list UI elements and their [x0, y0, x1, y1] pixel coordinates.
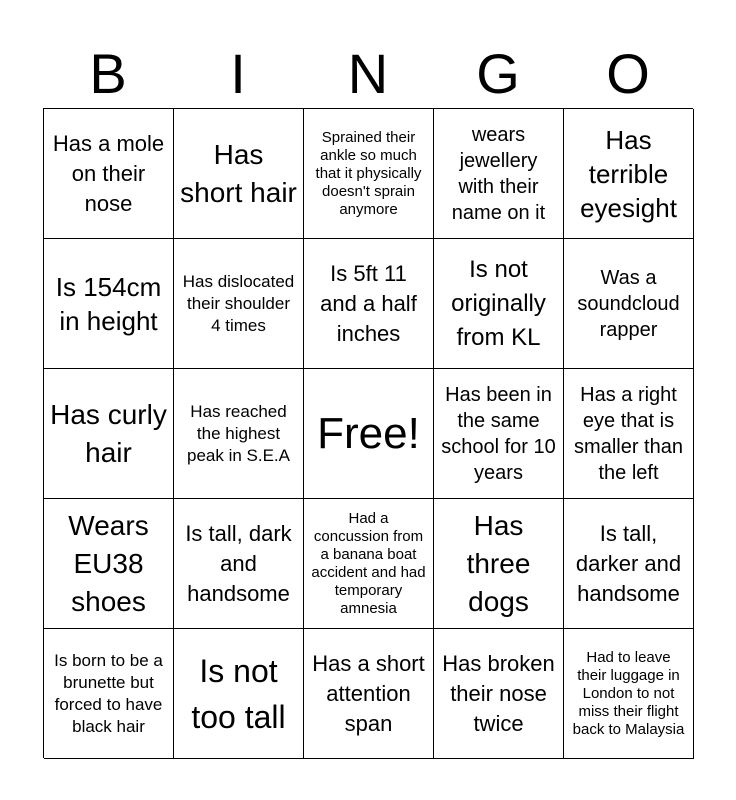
cell-text: Has reached the highest peak in S.E.A — [186, 401, 290, 465]
cell-text: Has a right eye that is smaller than the left — [574, 383, 683, 484]
bingo-cell-free[interactable] — [304, 369, 434, 499]
cell-text: Has dislocated their shoulder 4 times — [182, 271, 295, 335]
cell-text: Had a concussion from a banana boat accident and had temporary amnesia — [311, 509, 426, 617]
cell-text: Sprained their ankle so much that it physically doesn't sprain anymore — [315, 128, 422, 218]
header-letter-o: O — [606, 42, 650, 105]
bingo-cell-r2-c3[interactable] — [304, 239, 434, 369]
header-letter-i: I — [230, 42, 246, 105]
bingo-header — [43, 40, 693, 108]
bingo-cell-r2-c4[interactable] — [434, 239, 564, 369]
header-letter-b: B — [89, 42, 127, 105]
bingo-cell-r2-c5[interactable] — [564, 239, 694, 369]
bingo-cell-r1-c3[interactable] — [304, 109, 434, 239]
cell-text: wears jewellery with their name on it — [451, 123, 546, 224]
bingo-cell-r1-c2[interactable] — [174, 109, 304, 239]
bingo-cell-r4-c3[interactable] — [304, 499, 434, 629]
bingo-cell-r5-c2[interactable] — [174, 629, 304, 759]
bingo-cell-r3-c4[interactable] — [434, 369, 564, 499]
cell-text: Had to leave their luggage in London to not miss their flight back to Malaysia — [572, 648, 685, 738]
bingo-cell-r5-c4[interactable] — [434, 629, 564, 759]
cell-text: Has a short attention span — [312, 650, 425, 736]
cell-text: Is tall, darker and handsome — [575, 520, 682, 606]
free-space-label: Free! — [317, 408, 420, 458]
cell-text: Is not too tall — [191, 652, 286, 735]
bingo-cell-r2-c1[interactable] — [44, 239, 174, 369]
bingo-cell-r3-c1[interactable] — [44, 369, 174, 499]
header-letter-g: G — [476, 42, 520, 105]
bingo-cell-r4-c4[interactable] — [434, 499, 564, 629]
bingo-cell-r4-c5[interactable] — [564, 499, 694, 629]
cell-text: Was a soundcloud rapper — [577, 266, 680, 341]
cell-text: Is not originally from KL — [451, 255, 546, 351]
cell-text: Has curly hair — [50, 398, 167, 468]
cell-text: Has short hair — [180, 138, 297, 208]
cell-text: Is 154cm in height — [55, 271, 162, 336]
cell-text: Has a mole on their nose — [52, 130, 165, 216]
bingo-board — [43, 108, 693, 758]
bingo-cell-r5-c3[interactable] — [304, 629, 434, 759]
bingo-cell-r3-c5[interactable] — [564, 369, 694, 499]
cell-text: Has broken their nose twice — [442, 650, 555, 736]
cell-text: Is born to be a brunette but forced to have black hair — [54, 650, 163, 736]
bingo-cell-r1-c4[interactable] — [434, 109, 564, 239]
bingo-cell-r1-c1[interactable] — [44, 109, 174, 239]
cell-text: Has three dogs — [466, 509, 531, 617]
bingo-cell-r4-c1[interactable] — [44, 499, 174, 629]
bingo-cell-r4-c2[interactable] — [174, 499, 304, 629]
bingo-cell-r5-c1[interactable] — [44, 629, 174, 759]
cell-text: Has terrible eyesight — [580, 124, 677, 223]
cell-text: Has been in the same school for 10 years — [441, 383, 556, 484]
header-letter-n: N — [347, 42, 389, 105]
cell-text: Is 5ft 11 and a half inches — [320, 260, 417, 346]
bingo-cell-r3-c2[interactable] — [174, 369, 304, 499]
bingo-cell-r2-c2[interactable] — [174, 239, 304, 369]
cell-text: Wears EU38 shoes — [68, 509, 149, 617]
cell-text: Is tall, dark and handsome — [185, 520, 292, 606]
bingo-cell-r1-c5[interactable] — [564, 109, 694, 239]
bingo-cell-r5-c5[interactable] — [564, 629, 694, 759]
